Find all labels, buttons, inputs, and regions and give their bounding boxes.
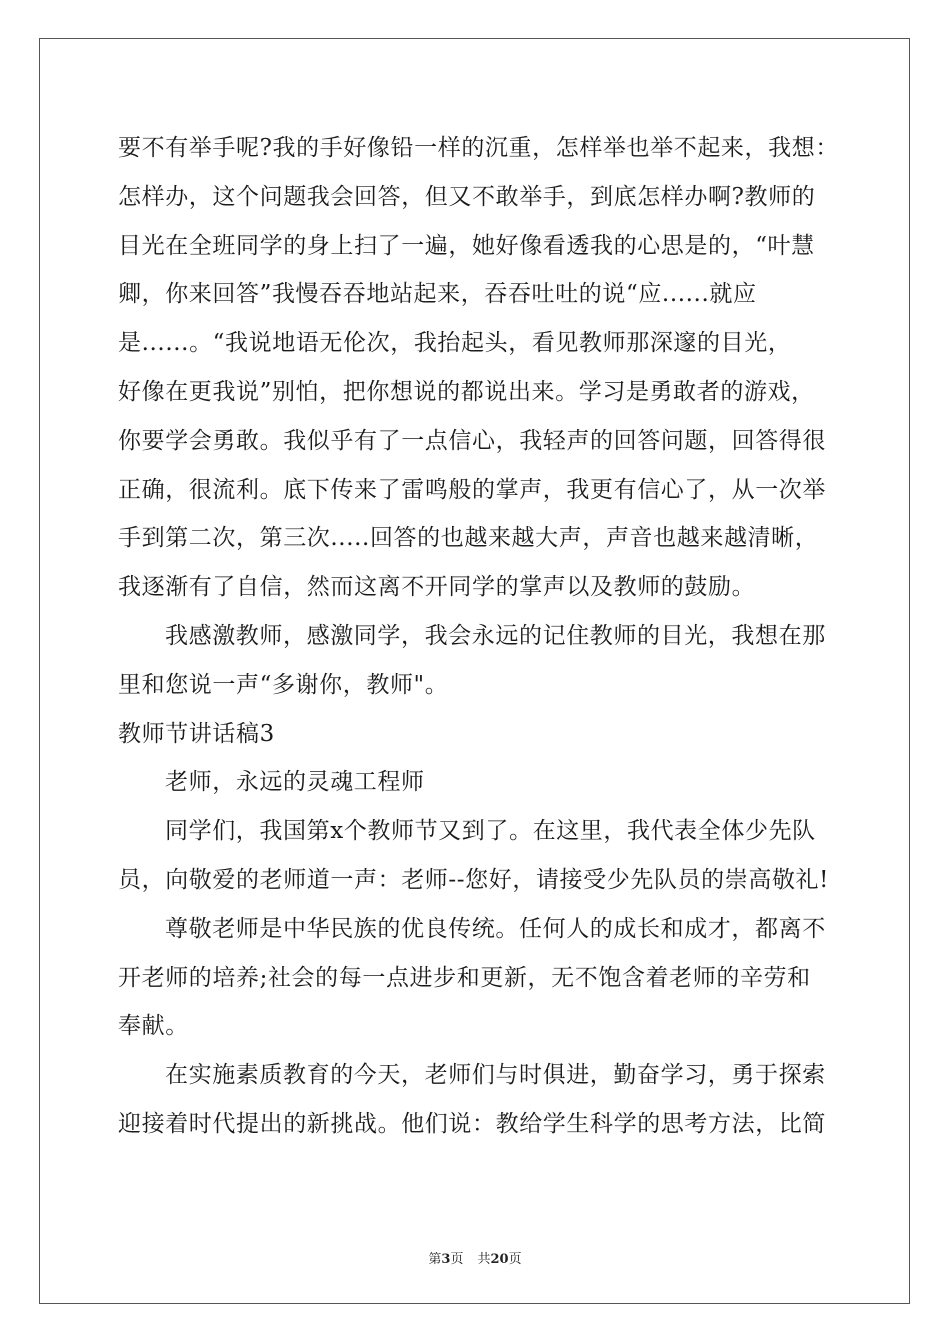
text-line: 好像在更我说”别怕，把你想说的都说出来。学习是勇敢者的游戏， bbox=[118, 378, 815, 405]
speech-title: 老师，永远的灵魂工程师 bbox=[165, 769, 425, 796]
text-line: 开老师的培养;社会的每一点进步和更新，无不饱含着老师的辛劳和 bbox=[118, 964, 811, 991]
text-line: 迎接着时代提出的新挑战。他们说：教给学生科学的思考方法，比简 bbox=[118, 1110, 826, 1137]
text-line: 怎样办，这个问题我会回答，但又不敢举手，到底怎样办啊?教师的 bbox=[118, 183, 816, 210]
text-line: 里和您说一声“多谢你，教师"。 bbox=[118, 671, 449, 698]
page-prefix: 第 bbox=[428, 1252, 442, 1267]
text-line: 要不有举手呢?我的手好像铅一样的沉重，怎样举也举不起来，我想： bbox=[118, 135, 839, 161]
paragraph-start-line: 在实施素质教育的今天，老师们与时俱进，勤奋学习，勇于探索 bbox=[165, 1062, 826, 1089]
page-number: 3 bbox=[441, 1252, 451, 1267]
text-line: 正确，很流利。底下传来了雷鸣般的掌声，我更有信心了，从一次举 bbox=[118, 476, 826, 503]
total-suffix: 页 bbox=[508, 1252, 522, 1267]
text-line: 奉献。 bbox=[118, 1013, 189, 1040]
text-line: 我逐渐有了自信，然而这离不开同学的掌声以及教师的鼓励。 bbox=[118, 574, 756, 601]
paragraph-start-line: 同学们，我国第x个教师节又到了。在这里，我代表全体少先队 bbox=[165, 818, 816, 845]
text-line: 手到第二次，第三次.....回答的也越来越大声，声音也越来越清晰， bbox=[118, 525, 819, 552]
page-suffix: 页 bbox=[450, 1252, 464, 1267]
paragraph-start-line: 我感激教师，感激同学，我会永远的记住教师的目光，我想在那 bbox=[165, 622, 826, 649]
section-heading: 教师节讲话稿3 bbox=[118, 720, 275, 747]
page-footer bbox=[0, 1248, 950, 1267]
text-line: 卿，你来回答”我慢吞吞地站起来，吞吞吐吐的说“应......就应 bbox=[118, 281, 757, 308]
text-line: 是......。“我说地语无伦次，我抬起头，看见教师那深邃的目光， bbox=[118, 330, 792, 357]
paragraph-start-line: 尊敬老师是中华民族的优良传统。任何人的成长和成才，都离不 bbox=[165, 915, 826, 942]
total-prefix: 共 bbox=[477, 1252, 491, 1267]
total-pages: 20 bbox=[490, 1252, 509, 1267]
document-body bbox=[118, 124, 838, 1149]
text-line: 目光在全班同学的身上扫了一遍，她好像看透我的心思是的，“叶慧 bbox=[118, 232, 815, 259]
text-line: 你要学会勇敢。我似乎有了一点信心，我轻声的回答问题，回答得很 bbox=[118, 427, 826, 454]
text-line: 员，向敬爱的老师道一声：老师--您好，请接受少先队员的崇高敬礼! bbox=[118, 866, 829, 893]
